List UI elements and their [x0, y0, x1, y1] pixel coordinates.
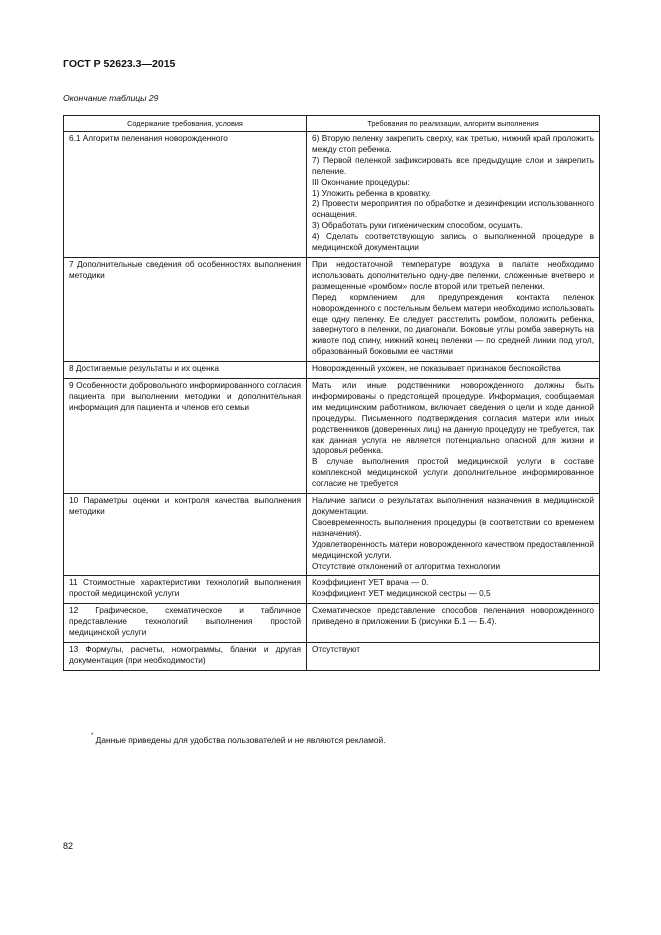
- table-row: [64, 642, 600, 670]
- algorithm-line: III Окончание процедуры:: [312, 177, 410, 187]
- footnote-text: Данные приведены для удобства пользователей и не являются рекламой.: [95, 735, 386, 745]
- algorithm-cell: [307, 132, 600, 258]
- table-row: [64, 576, 600, 604]
- algorithm-cell: [307, 257, 600, 361]
- algorithm-line: В случае выполнения простой медицинской услуги в составе комплексной медицинской услуги дополнительное информированное согласие не требуется: [312, 457, 594, 489]
- algorithm-line: Перед кормлением для предупреждения контакта пеленок новорожденного с постельным бельем матери необходимо использовать еще одну пеленку. Ее следует расстелить ромбом, положить ребенка, завернутого в пеленки, по диагонали. Боковые углы ромба завернуть на животе под спину, нижний конец пеленки — по средней линии под угол, образованный боковыми ее частями: [312, 292, 594, 357]
- algorithm-line: 2) Провести мероприятия по обработке и дезинфекции использованного оснащения.: [312, 199, 594, 220]
- algorithm-line: Удовлетворенность матери новорожденного качеством предоставленной медицинской услуги.: [312, 539, 594, 560]
- algorithm-cell: [307, 576, 600, 604]
- algorithm-line: Коэффициент УЕТ медицинской сестры — 0,5: [312, 589, 491, 599]
- algorithm-cell: [307, 604, 600, 643]
- table-row: [64, 362, 600, 379]
- requirement-cell: 12 Графическое, схематическое и табличное представление технологий выполнения простой медицинской услуги: [64, 604, 307, 643]
- column-header-algorithm: Требования по реализации, алгоритм выполнения: [307, 116, 600, 132]
- table-row: [64, 604, 600, 643]
- algorithm-line: 6) Вторую пеленку закрепить сверху, как третью, нижний край проложить между стоп ребенка.: [312, 134, 594, 154]
- requirements-table: [63, 115, 600, 671]
- algorithm-line: Коэффициент УЕТ врача — 0.: [312, 578, 429, 588]
- algorithm-line: Отсутствуют: [312, 644, 361, 654]
- requirement-cell: 9 Особенности добровольного информированного согласия пациента при выполнении методики и дополнительная информация для пациента и членов его семьи: [64, 379, 307, 494]
- algorithm-line: Своевременность выполнения процедуры (в соответствии со временем назначения).: [312, 517, 594, 538]
- table-caption: Окончание таблицы 29: [63, 93, 159, 103]
- algorithm-cell: [307, 642, 600, 670]
- document-header: ГОСТ Р 52623.3—2015: [63, 58, 176, 70]
- requirement-cell: 13 Формулы, расчеты, номограммы, бланки и другая документация (при необходимости): [64, 642, 307, 670]
- algorithm-line: 7) Первой пеленкой зафиксировать все предыдущие слои и закрепить пеление.: [312, 155, 594, 176]
- algorithm-cell: [307, 362, 600, 379]
- table-row: [64, 132, 600, 258]
- footnote-mark: *: [91, 733, 94, 739]
- column-header-requirement: Содержание требования, условия: [64, 116, 307, 132]
- algorithm-line: 4) Сделать соответствующую запись о выполненной процедуре в медицинской документации: [312, 232, 594, 253]
- requirement-cell: 10 Параметры оценки и контроля качества выполнения методики: [64, 494, 307, 576]
- table-row: [64, 379, 600, 494]
- algorithm-line: Мать или иные родственники новорожденного должны быть информированы о предстоящей процедуре. Информация, сообщаемая им медицинским работником, включает сведения о цели и ходе данной процедуры. Письменного подтверждения согласия матери или иных родственников (доверенных лиц) на данную процедуру не требуется, так как данная услуга не является потенциально опасной для жизни и здоровья ребенка.: [312, 381, 594, 456]
- page-number: 82: [63, 841, 74, 851]
- requirement-cell: 6.1 Алгоритм пеленания новорожденного: [64, 132, 307, 258]
- algorithm-line: Новорожденный ухожен, не показывает признаков беспокойства: [312, 364, 561, 374]
- algorithm-line: 3) Обработать руки гигиеническим способом, осушить.: [312, 221, 523, 231]
- algorithm-line: При недостаточной температуре воздуха в палате необходимо использовать дополнительно одну-две пеленки, сложенные вчетверо и размещенные «ромбом» после второй или третьей пеленки.: [312, 259, 594, 291]
- algorithm-line: Схематическое представление способов пеленания новорожденного приведено в приложении Б (рисунки Б.1 — Б.4).: [312, 606, 594, 627]
- algorithm-line: 1) Уложить ребенка в кроватку.: [312, 188, 431, 198]
- algorithm-line: Наличие записи о результатах выполнения назначения в медицинской документации.: [312, 496, 594, 516]
- table-row: [64, 257, 600, 361]
- table-header-row: [64, 116, 600, 132]
- requirement-cell: 11 Стоимостные характеристики технологий выполнения простой медицинской услуги: [64, 576, 307, 604]
- requirement-cell: 8 Достигаемые результаты и их оценка: [64, 362, 307, 379]
- footnote: [91, 735, 386, 745]
- algorithm-cell: [307, 379, 600, 494]
- requirement-cell: 7 Дополнительные сведения об особенностях выполнения методики: [64, 257, 307, 361]
- table-row: [64, 494, 600, 576]
- algorithm-line: Отсутствие отклонений от алгоритма технологии: [312, 561, 501, 571]
- algorithm-cell: [307, 494, 600, 576]
